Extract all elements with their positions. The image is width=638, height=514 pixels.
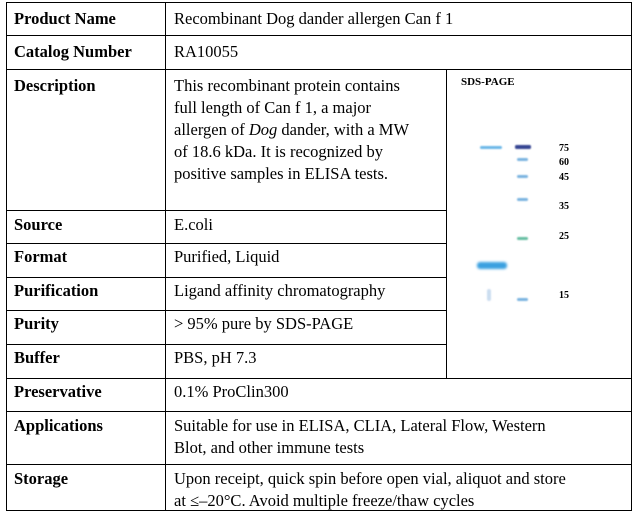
- description-line: full length of Can f 1, a major: [174, 98, 372, 117]
- marker-mw-label: 35: [559, 201, 569, 212]
- marker-mw-label: 75: [559, 143, 569, 154]
- product-datasheet-table: [6, 2, 632, 511]
- applications-line: Blot, and other immune tests: [174, 438, 365, 457]
- row-divider: [6, 210, 446, 211]
- sample-smear: [487, 289, 491, 301]
- gel-title: SDS-PAGE: [461, 76, 515, 88]
- value-buffer: PBS, pH 7.3: [174, 348, 257, 367]
- marker-band: [517, 237, 528, 240]
- marker-labels: [559, 143, 569, 301]
- row-divider: [6, 69, 632, 70]
- label-purity: Purity: [14, 314, 59, 333]
- label-format: Format: [14, 247, 68, 266]
- row-divider: [6, 310, 446, 311]
- label-buffer: Buffer: [14, 348, 60, 367]
- label-product-name: Product Name: [14, 9, 116, 28]
- marker-band: [515, 145, 531, 149]
- value-purity: > 95% pure by SDS-PAGE: [174, 314, 354, 333]
- marker-band: [517, 298, 528, 301]
- row-divider: [6, 243, 446, 244]
- column-divider: [165, 2, 166, 511]
- marker-lane: [515, 145, 531, 301]
- storage-line: Upon receipt, quick spin before open vial, aliquot and store: [174, 469, 566, 488]
- description-italic-text: Dog: [248, 120, 278, 139]
- sds-page-gel-image: [458, 97, 626, 347]
- row-divider: [6, 344, 446, 345]
- value-applications: [174, 415, 546, 459]
- value-source: E.coli: [174, 215, 213, 234]
- value-storage: [174, 468, 566, 512]
- value-format: Purified, Liquid: [174, 247, 280, 266]
- marker-band: [517, 175, 528, 178]
- marker-band: [517, 158, 528, 161]
- label-purification: Purification: [14, 281, 99, 300]
- label-applications: Applications: [14, 416, 103, 435]
- label-description: Description: [14, 76, 96, 95]
- storage-line: at ≤–20°C. Avoid multiple freeze/thaw cycles: [174, 491, 475, 510]
- value-description: [174, 75, 409, 185]
- row-divider: [6, 35, 632, 36]
- row-divider: [6, 411, 632, 412]
- sample-faint-band: [480, 146, 502, 149]
- value-product-name: Recombinant Dog dander allergen Can f 1: [174, 9, 454, 28]
- gel-column-divider: [446, 69, 447, 378]
- description-text: allergen of: [174, 120, 249, 139]
- description-line: This recombinant protein contains: [174, 76, 400, 95]
- row-divider: [6, 464, 632, 465]
- marker-mw-label: 45: [559, 172, 569, 183]
- label-storage: Storage: [14, 469, 69, 488]
- marker-mw-label: 15: [559, 290, 569, 301]
- description-text: dander, with a MW: [277, 120, 410, 139]
- row-divider: [6, 378, 632, 379]
- label-preservative: Preservative: [14, 382, 102, 401]
- table-border-top: [6, 2, 632, 3]
- value-purification: Ligand affinity chromatography: [174, 281, 386, 300]
- value-catalog-number: RA10055: [174, 42, 239, 61]
- sample-main-band: [477, 262, 507, 269]
- label-catalog-number: Catalog Number: [14, 42, 132, 61]
- label-source: Source: [14, 215, 63, 234]
- table-border-left: [6, 2, 7, 511]
- applications-line: Suitable for use in ELISA, CLIA, Lateral Flow, Western: [174, 416, 546, 435]
- table-border-right: [631, 2, 632, 511]
- description-line: of 18.6 kDa. It is recognized by: [174, 142, 383, 161]
- description-line: positive samples in ELISA tests.: [174, 164, 389, 183]
- row-divider: [6, 277, 446, 278]
- value-preservative: 0.1% ProClin300: [174, 382, 289, 401]
- marker-mw-label: 25: [559, 231, 569, 242]
- marker-band: [517, 198, 528, 201]
- marker-mw-label: 60: [559, 157, 569, 168]
- description-line: [174, 119, 409, 141]
